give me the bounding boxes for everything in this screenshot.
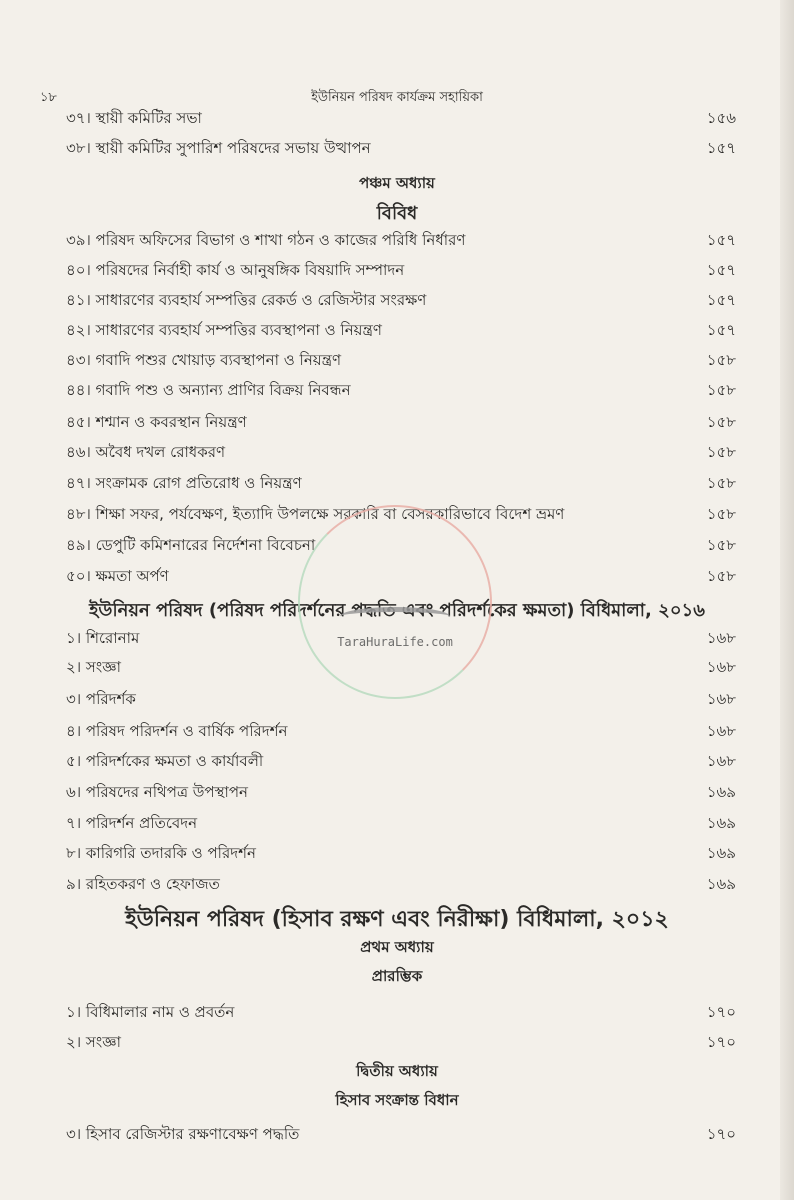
toc-entry-label: ৪। পরিষদ পরিদর্শন ও বার্ষিক পরিদর্শন — [66, 722, 288, 740]
toc-entry-label: ৫০। ক্ষমতা অর্পণ — [66, 567, 169, 585]
toc-entry-page: ১৬৯ — [706, 783, 736, 801]
toc-entry — [66, 348, 736, 372]
rules-2016-title: ইউনিয়ন পরিষদ (পরিষদ পরিদর্শনের পদ্ধতি এবং পরিদর্শকের ক্ষমতা) বিধিমালা, ২০১৬ — [89, 600, 705, 621]
toc-entry — [66, 872, 736, 896]
toc-entry-page: ১৫৭ — [706, 231, 736, 249]
watermark-site: TaraHuraLife.com — [337, 635, 453, 649]
toc-entry-label: ৭। পরিদর্শন প্রতিবেদন — [66, 814, 198, 832]
toc-entry-page: ১৫৭ — [706, 291, 736, 309]
running-title: ইউনিয়ন পরিষদ কার্যক্রম সহায়িকা — [311, 90, 483, 105]
toc-entry — [66, 106, 736, 130]
toc-entry-page: ১৫৬ — [706, 109, 736, 127]
toc-entry-label: ৪৪। গবাদি পশু ও অন্যান্য প্রাণির বিক্রয় নিবন্ধন — [66, 381, 351, 399]
toc-entry — [66, 841, 736, 865]
toc-entry-page: ১৬৮ — [706, 752, 736, 770]
toc-entry — [66, 288, 736, 312]
toc-entry-page: ১৬৮ — [706, 690, 736, 708]
toc-entry-page: ১৭০ — [706, 1125, 736, 1143]
toc-entry — [66, 318, 736, 342]
toc-entry-label: ৩। হিসাব রেজিস্টার রক্ষণাবেক্ষণ পদ্ধতি — [66, 1125, 300, 1143]
toc-entry-page: ১৫৮ — [706, 505, 736, 523]
toc-entry-label: ৪৩। গবাদি পশুর খোয়াড় ব্যবস্থাপনা ও নিয়ন্ত্রণ — [66, 351, 342, 369]
toc-entry-label: ২। সংজ্ঞা — [66, 1033, 121, 1051]
toc-entry — [66, 1030, 736, 1054]
toc-entry-page: ১৫৮ — [706, 351, 736, 369]
toc-entry-label: ৩৯। পরিষদ অফিসের বিভাগ ও শাখা গঠন ও কাজের পরিধি নির্ধারণ — [66, 231, 466, 249]
chapter-heading: দ্বিতীয় অধ্যায় — [356, 1062, 438, 1080]
toc-entry-label: ২। সংজ্ঞা — [66, 658, 121, 676]
toc-entry — [66, 440, 736, 464]
toc-entry-page: ১৫৮ — [706, 567, 736, 585]
toc-entry-page: ১৬৮ — [706, 658, 736, 676]
toc-entry-page: ১৫৮ — [706, 443, 736, 461]
toc-entry-label: ১। বিধিমালার নাম ও প্রবর্তন — [66, 1003, 235, 1021]
watermark-logo — [298, 505, 492, 699]
toc-entry-page: ১৫৭ — [706, 139, 736, 157]
toc-entry — [66, 471, 736, 495]
toc-entry-label: ৪২। সাধারণের ব্যবহার্য সম্পত্তির ব্যবস্থাপনা ও নিয়ন্ত্রণ — [66, 321, 382, 339]
chapter-subheading: বিবিধ — [376, 203, 418, 224]
toc-entry — [66, 780, 736, 804]
toc-entry-label: ৪০। পরিষদের নির্বাহী কার্য ও আনুষঙ্গিক বিষয়াদি সম্পাদন — [66, 261, 405, 279]
toc-entry-page: ১৬৮ — [706, 722, 736, 740]
toc-entry — [66, 811, 736, 835]
toc-entry-page: ১৬৮ — [706, 629, 736, 647]
toc-entry-page: ১৫৭ — [706, 261, 736, 279]
watermark-arc — [340, 607, 450, 626]
toc-entry-page: ১৫৭ — [706, 321, 736, 339]
toc-entry-label: ৫। পরিদর্শকের ক্ষমতা ও কার্যাবলী — [66, 752, 264, 770]
toc-entry — [66, 258, 736, 282]
toc-entry-label: ৪৫। শশ্মান ও কবরস্থান নিয়ন্ত্রণ — [66, 413, 247, 431]
toc-entry — [66, 136, 736, 160]
toc-entry — [66, 228, 736, 252]
toc-entry-label: ১। শিরোনাম — [66, 629, 140, 647]
toc-entry-label: ৪৮। শিক্ষা সফর, পর্যবেক্ষণ, ইত্যাদি উপলক্ষে সরকারি বা বেসরকারিভাবে বিদেশ ভ্রমণ — [66, 505, 565, 523]
toc-entry-label: ৮। কারিগরি তদারকি ও পরিদর্শন — [66, 844, 256, 862]
toc-entry — [66, 719, 736, 743]
toc-entry-label: ৪৭। সংক্রামক রোগ প্রতিরোধ ও নিয়ন্ত্রণ — [66, 474, 302, 492]
toc-entry-label: ৩। পরিদর্শক — [66, 690, 136, 708]
toc-entry-label: ৩৮। স্থায়ী কমিটির সুপারিশ পরিষদের সভায় উত্থাপন — [66, 139, 371, 157]
toc-entry — [66, 410, 736, 434]
toc-entry-page: ১৫৮ — [706, 413, 736, 431]
chapter-heading: পঞ্চম অধ্যায় — [359, 174, 435, 192]
toc-entry-label: ৪১। সাধারণের ব্যবহার্য সম্পত্তির রেকর্ড ও রেজিস্টার সংরক্ষণ — [66, 291, 427, 309]
toc-entry-page: ১৬৯ — [706, 814, 736, 832]
toc-entry-label: ৬। পরিষদের নথিপত্র উপস্থাপন — [66, 783, 249, 801]
toc-entry-page: ১৭০ — [706, 1033, 736, 1051]
chapter-heading: প্রথম অধ্যায় — [360, 938, 434, 956]
toc-entry-page: ১৫৮ — [706, 381, 736, 399]
toc-entry-page: ১৫৮ — [706, 474, 736, 492]
toc-entry-page: ১৬৯ — [706, 844, 736, 862]
toc-entry-label: ৪৯। ডেপুটি কমিশনারের নির্দেশনা বিবেচনা — [66, 536, 316, 554]
chapter-subheading: প্রারম্ভিক — [371, 967, 423, 985]
rules-2012-title: ইউনিয়ন পরিষদ (হিসাব রক্ষণ এবং নিরীক্ষা) বিধিমালা, ২০১২ — [125, 907, 669, 932]
toc-entry-page: ১৬৯ — [706, 875, 736, 893]
toc-entry — [66, 378, 736, 402]
toc-entry — [66, 1000, 736, 1024]
page-number: ১৮ — [40, 90, 57, 105]
toc-entry-label: ৩৭। স্থায়ী কমিটির সভা — [66, 109, 202, 127]
chapter-subheading: হিসাব সংক্রান্ত বিধান — [335, 1091, 459, 1109]
toc-entry-label: ৯। রহিতকরণ ও হেফাজত — [66, 875, 220, 893]
toc-entry — [66, 749, 736, 773]
toc-entry — [66, 1122, 736, 1146]
toc-entry-page: ১৭০ — [706, 1003, 736, 1021]
toc-entry-label: ৪৬। অবৈধ দখল রোধকরণ — [66, 443, 226, 461]
toc-entry-page: ১৫৮ — [706, 536, 736, 554]
